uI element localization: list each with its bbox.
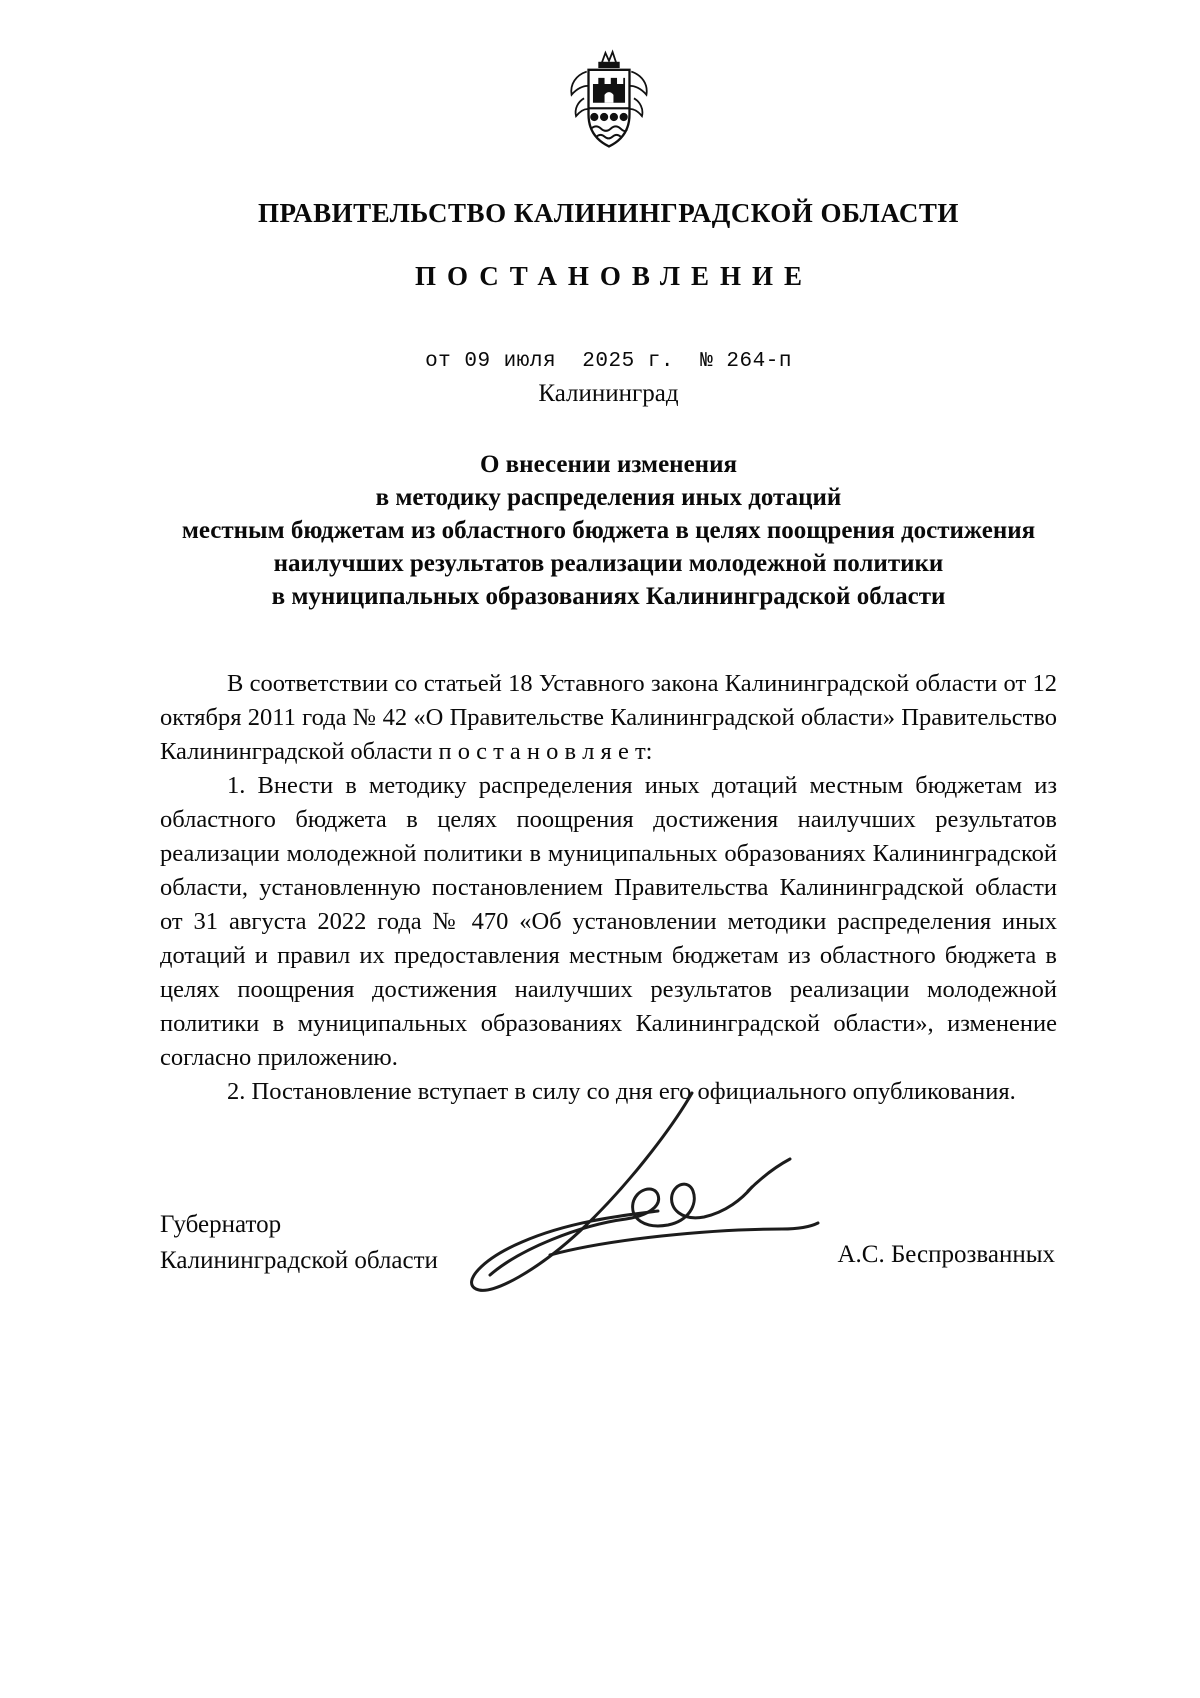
signer-post-line: Губернатор bbox=[160, 1211, 282, 1238]
doc-title-line: наилучших результатов реализации молодежной политики bbox=[273, 550, 944, 577]
doc-type-heading: ПОСТАНОВЛЕНИЕ bbox=[414, 261, 814, 291]
coat-of-arms-icon bbox=[560, 48, 658, 170]
governor-signature-autograph bbox=[430, 1079, 840, 1315]
signature-block bbox=[160, 1195, 1057, 1335]
paragraph-preamble: В соответствии со статьей 18 Уставного закона Калининградской области от 12 октября 2011 года № 42 «О Правительстве Калининградской области» Правительство Калининградской области п о с т а н о в л я е т: bbox=[160, 670, 1057, 765]
paragraph-item-1: 1. Внести в методику распределения иных дотаций местным бюджетам из областного бюджета в целях поощрения достижения наилучших результатов реализации молодежной политики в муниципальных образованиях Калининградской области, установленную постановлением Правительства Калининградской области от 31 августа 2022 года № 470 «Об установлении методики распределения иных дотаций и правил их предоставления местным бюджетам из областного бюджета в целях поощрения достижения наилучших результатов реализации молодежной политики в муниципальных образованиях Калининградской области», изменение согласно приложению. bbox=[160, 772, 1057, 1071]
doc-title-line: в методику распределения иных дотаций bbox=[375, 484, 842, 511]
doc-body bbox=[160, 667, 1057, 1109]
paragraph-item-2: 2. Постановление вступает в силу со дня его официального опубликования. bbox=[227, 1078, 1016, 1105]
signer-name: А.С. Беспрозванных bbox=[837, 1241, 1055, 1268]
signer-post-line: Калининградской области bbox=[160, 1247, 438, 1274]
signer-post bbox=[160, 1207, 438, 1279]
document-header bbox=[160, 48, 1057, 613]
doc-title-line: О внесении изменения bbox=[479, 451, 738, 478]
doc-title-line: в муниципальных образованиях Калининградской области bbox=[271, 583, 946, 610]
city-line: Калининград bbox=[538, 380, 679, 407]
date-number-line: от 09 июля 2025 г. № 264-п bbox=[425, 350, 792, 373]
doc-title-line: местным бюджетам из областного бюджета в целях поощрения достижения bbox=[181, 517, 1036, 544]
doc-title bbox=[160, 448, 1057, 613]
org-name: ПРАВИТЕЛЬСТВО КАЛИНИНГРАДСКОЙ ОБЛАСТИ bbox=[258, 198, 959, 228]
